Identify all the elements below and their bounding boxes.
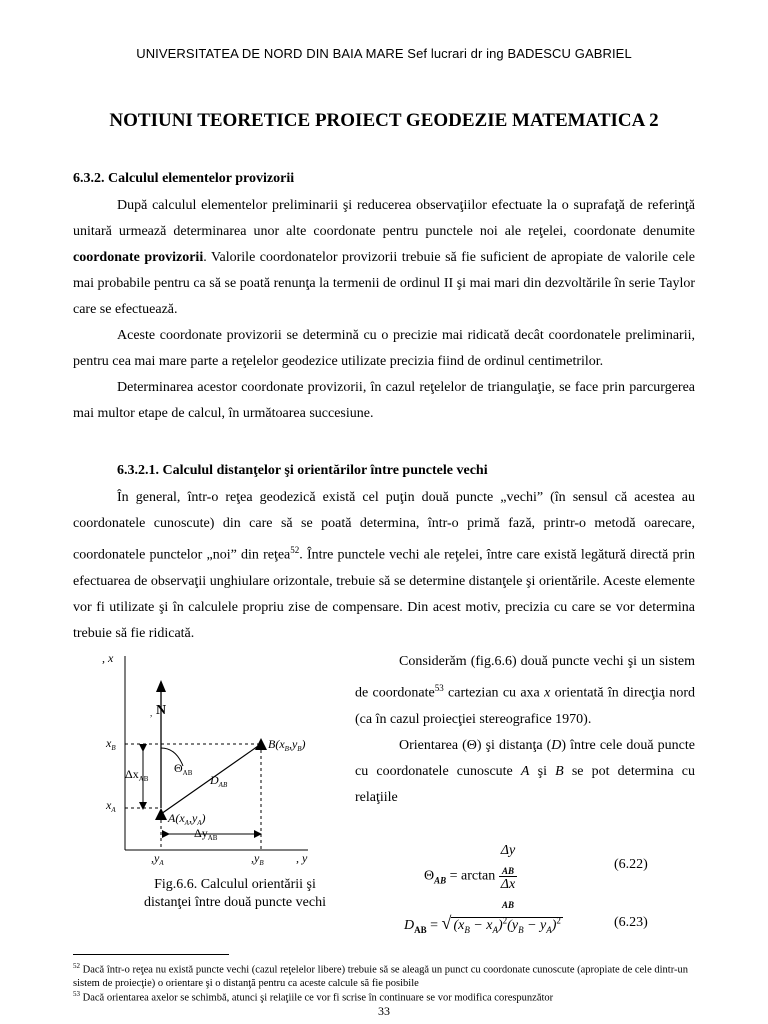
paragraph-2: Aceste coordonate provizorii se determină cu o precizie mai ridicată decât coordonatele preliminarii, pentru cea mai mare parte a reţelelor geodezice utilizate precizia fiind de ordinul centimetrilor. [73,328,695,369]
body-text-top [73,193,695,427]
footnote-52: $^{52}$ Dacă într-o reţea nu există puncte vechi (cazul reţelelor libere) trebuie să se aleagă un punct cu coordonate cunoscute (apropiate de cele dintr-un sistem de proiecţie) o orientare şi o distanţă pentru ca aceste calcule să fie posibile [73,962,688,989]
equation-number-6-22: (6.22) [614,857,648,872]
paragraph-3: Determinarea acestor coordonate provizorii, în cazul reţelelor de triangulaţie, se face prin parcurgerea mai multor etape de calcul, în următoarea succesiune. [73,380,695,421]
xA-label: $x_A$ [106,798,116,814]
equation-6-23: $D_{AB}$ = √ $(x_B - x_A)^2(y_B - y_A)^2$ [404,913,561,935]
delta-x-label: $\Delta x_{AB}$ [125,767,149,783]
right-paragraph-1: Considerăm (fig.6.6) două puncte vechi şi un sistem de coordonate$^{53}$ cartezian cu axa x orientată în direcţia nord (ca în cazul proiecţiei stereografice 1970). [355,654,695,727]
yA-label: $,y_A$ [151,851,164,867]
right-column-text [355,649,695,811]
theta-label: $\Theta_{AB}$ [174,761,193,777]
axis-x-label: , x [102,651,114,665]
figure-orientation-diagram [98,648,328,870]
point-B-label: $B(x_B,y_B)$ [268,737,306,753]
xB-label: $x_B$ [106,736,116,752]
page-header: UNIVERSITATEA DE NORD DIN BAIA MARE Sef lucrari dr ing BADESCU GABRIEL [136,46,632,61]
footnote-53: $^{53}$ Dacă orientarea axelor se schimbă, atunci şi relaţiile ce vor fi scrise în continuare se vor modifica corespunzător [73,990,554,1004]
body-text-middle [73,485,695,647]
yB-label: $,y_B$ [251,851,264,867]
distance-label: $D_{AB}$ [210,773,228,789]
bold-term: coordonate provizorii [73,250,204,265]
subsection-heading: 6.3.2.1. Calculul distanţelor şi orientărilor între punctele vechi [117,463,488,478]
north-label: N [156,703,167,718]
right-paragraph-2: Orientarea (Θ) şi distanţa (D) între cele două puncte cu coordonatele cunoscute A şi B se pot determina cu relaţiile [355,737,695,805]
section-heading: 6.3.2. Calculul elementelor provizorii [73,171,295,186]
figure-caption: Fig.6.6. Calculul orientării şi distanţei între două puncte vechi [144,877,326,910]
equation-number-6-23: (6.23) [614,915,648,930]
footnote-separator [73,954,229,955]
point-A-label: $A(x_A,y_A)$ [168,811,206,827]
axis-y-label: , y [296,851,308,865]
footnote-ref-53[interactable]: 53 [434,683,444,693]
paragraph-1: După calculul elementelor preliminarii şi reducerea observaţiilor efectuate la o suprafaţă de referinţă unitară urmează determinarea unor alte coordonate pentru punctele noi ale reţelei, coordonate denumite coordonate provizorii. Valorile coordonatelor provizorii trebuie să fie suficient de apropiate de valorile cele mai probabile pentru ca să se poată renunţa la termenii de ordinul II şi mai mari din dezvoltările în serie Taylor care se efectuează. [73,198,695,317]
paragraph-4: În general, într-o reţea geodezică există cel puţin două puncte „vechi” (în sensul că acestea au coordonatele cunoscute) din care să se poată determina, într-o primă fază, printr-o metodă oarecare, coordonatele punctelor „noi” din reţea$^{52}$. Între punctele vechi ale reţelei, între care există legătură directă prin efectuarea de observaţii unghiulare orizontale, trebuie să se determine distanţele şi orientările. Aceste elemente vor fi utilizate şi în calculele propriu zise de compensare. Din acest motiv, precizia cu care se vor determina trebuie să fie ridicată. [73,490,695,641]
page-number: 33 [378,1004,390,1018]
delta-y-label: $\Delta y_{AB}$ [194,826,218,842]
svg-text:,: , [150,708,153,718]
footnote-ref-52[interactable]: 52 [290,545,300,555]
page-title: NOTIUNI TEORETICE PROIECT GEODEZIE MATEMATICA 2 [109,110,659,131]
equation-6-22: $\Theta_{AB} = \arctan$ Δy $_{AB}$ Δx $_{AB}$ [424,843,516,910]
